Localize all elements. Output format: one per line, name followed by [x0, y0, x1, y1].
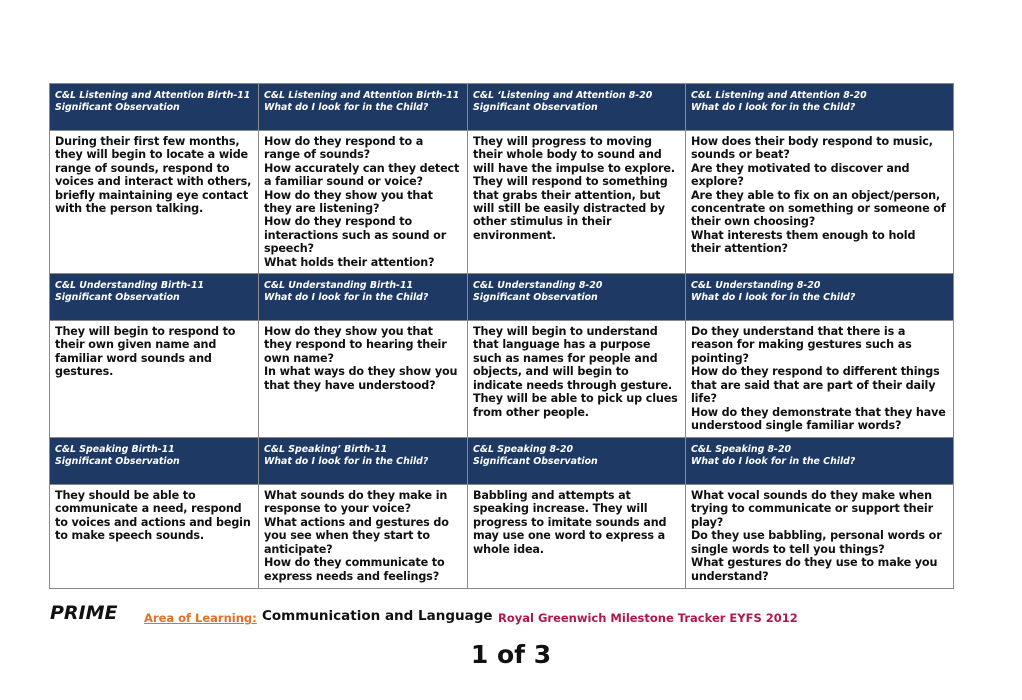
cell-text: How does their body respond to music, sounds or beat? Are they motivated to discover and explore? Are they able to fix on an object/person, concentrate on something or someone of their own choosing? What interests them enough to hold their attention? — [691, 135, 946, 256]
header-subtitle: Significant Observation — [473, 292, 598, 304]
content-cell — [50, 131, 259, 274]
header-title: C&L Speaking 8-20 — [473, 444, 573, 456]
content-cell — [259, 485, 468, 589]
page-number: 1 of 3 — [470, 640, 552, 669]
content-cell — [259, 131, 468, 274]
cell-text: What sounds do they make in response to your voice? What actions and gestures do you see when they start to anticipate? How do they communicate to express needs and feelings? — [264, 489, 449, 583]
content-cell — [50, 485, 259, 589]
header-title: C&L Speaking’ Birth-11 — [264, 444, 388, 456]
header-cell — [259, 438, 468, 485]
header-title: C&L Listening and Attention Birth-11 — [264, 90, 460, 101]
header-subtitle: What do I look for in the Child? — [264, 456, 429, 468]
header-cell — [468, 274, 686, 321]
cell-text: They should be able to communicate a need, respond to voices and actions and begin to make speech sounds. — [55, 489, 251, 543]
header-subtitle: What do I look for in the Child? — [264, 102, 429, 113]
header-subtitle: Significant Observation — [55, 102, 180, 113]
cell-text: Babbling and attempts at speaking increase. They will progress to imitate sounds and may use one word to express a whole idea. — [473, 489, 667, 556]
content-cell — [259, 321, 468, 438]
listening-header-row — [50, 84, 954, 131]
understanding-content-row — [50, 321, 954, 438]
header-subtitle: What do I look for in the Child? — [691, 292, 856, 304]
header-cell — [259, 84, 468, 131]
content-cell — [50, 321, 259, 438]
tracker-title: Royal Greenwich Milestone Tracker EYFS 2012 — [498, 611, 798, 625]
page-footer — [50, 602, 950, 630]
header-cell — [50, 84, 259, 131]
header-subtitle: What do I look for in the Child? — [264, 292, 429, 304]
content-cell — [686, 485, 954, 589]
area-of-learning-label: Area of Learning: — [144, 611, 257, 625]
prime-label: PRIME — [50, 602, 118, 624]
header-cell — [259, 274, 468, 321]
cell-text: Do they understand that there is a reason for making gestures such as pointing? How do they respond to different things that are said that are part of their daily life? How do they demonstrate that they have understood single familiar words? — [691, 325, 946, 432]
header-cell — [686, 274, 954, 321]
header-title: C&L Understanding Birth-11 — [264, 280, 413, 292]
header-cell — [686, 438, 954, 485]
speaking-content-row — [50, 485, 954, 589]
header-subtitle: What do I look for in the Child? — [691, 456, 856, 468]
header-title: C&L Understanding Birth-11 — [55, 280, 204, 292]
header-title: C&L Listening and Attention Birth-11 — [55, 90, 251, 101]
header-title: C&L Understanding 8-20 — [473, 280, 603, 292]
header-subtitle: What do I look for in the Child? — [691, 102, 856, 113]
content-cell — [468, 485, 686, 589]
header-cell — [50, 274, 259, 321]
cell-text: During their first few months, they will begin to locate a wide range of sounds, respond to voices and interact with others, briefly maintaining eye contact with the person talking. — [55, 135, 252, 216]
header-cell — [686, 84, 954, 131]
cell-text: They will progress to moving their whole body to sound and will have the impulse to explore. They will respond to something that grabs their attention, but will still be easily distracted by other stimulus in their environment. — [473, 135, 675, 242]
area-of-learning-value: Communication and Language — [262, 608, 493, 624]
header-subtitle: Significant Observation — [55, 292, 180, 304]
cell-text: They will begin to understand that language has a purpose such as names for people and objects, and will begin to indicate needs through gesture. They will be able to pick up clues from other people. — [473, 325, 678, 419]
header-title: C&L Speaking Birth-11 — [55, 444, 175, 456]
content-cell — [468, 321, 686, 438]
listening-content-row — [50, 131, 954, 274]
content-cell — [686, 131, 954, 274]
milestone-table — [49, 83, 954, 589]
speaking-header-row — [50, 438, 954, 485]
header-title: C&L Understanding 8-20 — [691, 280, 821, 292]
header-subtitle: Significant Observation — [473, 102, 598, 113]
cell-text: What vocal sounds do they make when trying to communicate or support their play? Do they use babbling, personal words or single words to tell you things? What gestures do they use to make you understand? — [691, 489, 942, 583]
cell-text: How do they show you that they respond to hearing their own name? In what ways do they show you that they have understood? — [264, 325, 458, 392]
header-title: C&L Speaking 8-20 — [691, 444, 791, 456]
header-cell — [50, 438, 259, 485]
cell-text: They will begin to respond to their own given name and familiar word sounds and gestures. — [55, 325, 236, 379]
header-cell — [468, 438, 686, 485]
cell-text: How do they respond to a range of sounds? How accurately can they detect a familiar sound or voice? How do they show you that they are listening? How do they respond to interactions such as sound or speech? What holds their attention? — [264, 135, 460, 269]
header-title: C&L ‘Listening and Attention 8-20 — [473, 90, 653, 101]
content-cell — [686, 321, 954, 438]
header-subtitle: Significant Observation — [473, 456, 598, 468]
content-cell — [468, 131, 686, 274]
header-subtitle: Significant Observation — [55, 456, 180, 468]
understanding-header-row — [50, 274, 954, 321]
header-title: C&L Listening and Attention 8-20 — [691, 90, 867, 101]
header-cell — [468, 84, 686, 131]
